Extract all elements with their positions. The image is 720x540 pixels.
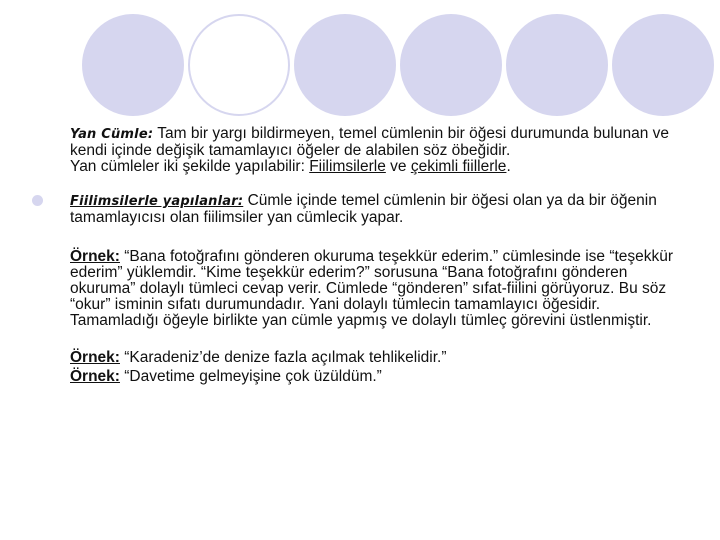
circle-icon (82, 14, 184, 116)
circle-icon (612, 14, 714, 116)
example-label: Örnek: (70, 349, 120, 366)
intro-paragraph (70, 126, 690, 175)
bullet-text (70, 193, 690, 226)
definition-text (70, 126, 690, 159)
types-mid: ve (385, 158, 411, 175)
example-text (70, 369, 690, 385)
circle-icon (506, 14, 608, 116)
example-label: Örnek: (70, 248, 120, 265)
circle-icon (188, 14, 290, 116)
types-suffix: . (506, 158, 511, 175)
example-body: “Karadeniz’de denize fazla açılmak tehlikelidir.” (119, 349, 447, 366)
example-body: “Bana fotoğrafını gönderen okuruma teşekkür ederim.” cümlesinde ise “teşekkür ederim” yüklemdir. “Kime teşekkür ederim?” sorusuna “Bana fotoğrafını gönderen okuruma” dolaylı tümleci cevap verir. Cümlede “gönderen” sıfat-fiilini görüyoruz. Bu söz “okur” isminin sıfatı durumundadır. Yani dolaylı tümlecin tamamlayıcı öğesidir. Tamamladığı öğeyle birlikte yan cümle yapmış ve dolaylı tümleç görevini üstlenmiştir. (70, 248, 674, 329)
link-cekimli-fiillerle[interactable]: çekimli fiillerle (410, 158, 507, 175)
types-text (70, 159, 690, 175)
example-block (70, 249, 690, 329)
link-fiilimsilerle[interactable]: Fiilimsilerle (309, 158, 386, 175)
definition-body: Tam bir yargı bildirmeyen, temel cümlenin bir öğesi durumunda bulunan ve kendi içinde değişik tamamlayıcı öğeler de alabilen söz öbeğidir. (70, 125, 670, 159)
circle-icon (400, 14, 502, 116)
decorative-circles (0, 0, 720, 120)
term-fiilimsilerle-yapilanlar: Fiilimsilerle yapılanlar: (70, 194, 244, 209)
circle-icon (294, 14, 396, 116)
example-text (70, 249, 690, 329)
example-text (70, 350, 690, 366)
types-prefix: Yan cümleler iki şekilde yapılabilir: (70, 158, 310, 175)
example-label: Örnek: (70, 368, 120, 385)
slide-content (70, 126, 690, 385)
example-block (70, 350, 690, 385)
circle-bullet-icon (32, 195, 43, 206)
bullet-item (70, 193, 690, 226)
bullet-body: Cümle içinde temel cümlenin bir öğesi olan ya da bir öğenin tamamlayıcısı olan fiilimsiler yan cümlecik yapar. (70, 192, 657, 226)
term-yan-cumle: Yan Cümle: (70, 127, 154, 142)
example-body: “Davetime gelmeyişine çok üzüldüm.” (119, 368, 382, 385)
